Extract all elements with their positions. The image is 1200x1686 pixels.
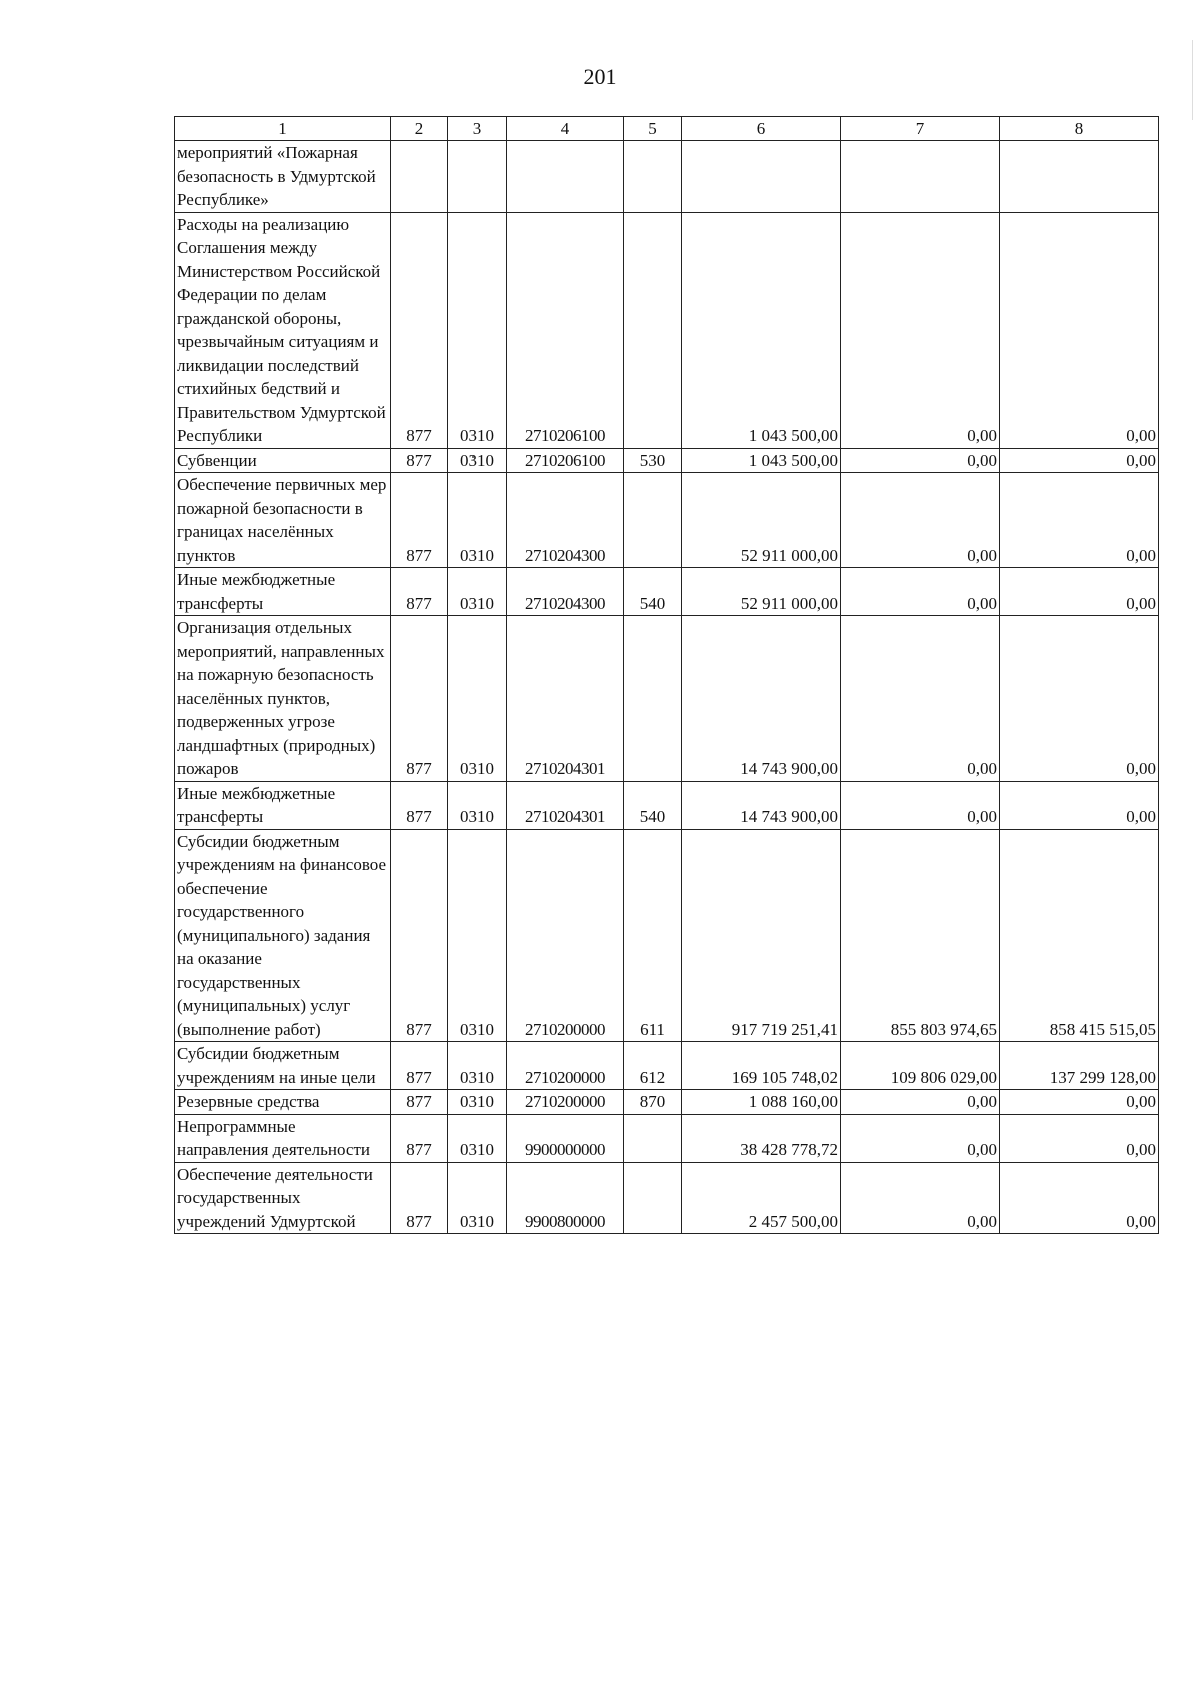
- cell-amount-col6: 169 105 748,02: [682, 1042, 841, 1090]
- table-row: [175, 473, 1159, 568]
- cell-amount-col8: 0,00: [1000, 1162, 1159, 1234]
- row-name-cell: Иные межбюджетные трансферты: [175, 568, 391, 616]
- cell-amount-col8: 0,00: [1000, 1114, 1159, 1162]
- cell-expense-type: [624, 141, 682, 213]
- row-name-cell: Расходы на реализацию Соглашения между Министерством Российской Федерации по делам гражданской обороны, чрезвычайным ситуациям и ликвидации последствий стихийных бедствий и Правительством Удмуртской Республики: [175, 212, 391, 448]
- cell-target-article: 2710204300: [507, 473, 624, 568]
- cell-amount-col7: 0,00: [841, 448, 1000, 473]
- row-name-cell: Обеспечение деятельности государственных учреждений Удмуртской: [175, 1162, 391, 1234]
- cell-ministry: 877: [391, 781, 448, 829]
- column-header: 4: [507, 117, 624, 141]
- cell-amount-col6: 52 911 000,00: [682, 568, 841, 616]
- cell-amount-col7: 0,00: [841, 212, 1000, 448]
- budget-table: [174, 116, 1159, 1234]
- cell-expense-type: [624, 616, 682, 782]
- cell-amount-col7: 855 803 974,65: [841, 829, 1000, 1042]
- table-row: [175, 141, 1159, 213]
- cell-target-article: 2710200000: [507, 1042, 624, 1090]
- cell-ministry: 877: [391, 1042, 448, 1090]
- row-name-cell: Организация отдельных мероприятий, направленных на пожарную безопасность населённых пунктов, подверженных угрозе ландшафтных (природных) пожаров: [175, 616, 391, 782]
- scan-edge-line: [1192, 40, 1193, 120]
- cell-section: 0310: [448, 1162, 507, 1234]
- cell-expense-type: [624, 212, 682, 448]
- table-row: [175, 829, 1159, 1042]
- cell-amount-col7: 0,00: [841, 1162, 1000, 1234]
- column-header: 5: [624, 117, 682, 141]
- row-name-cell: мероприятий «Пожарная безопасность в Удмуртской Республике»: [175, 141, 391, 213]
- cell-ministry: 877: [391, 616, 448, 782]
- cell-amount-col6: 2 457 500,00: [682, 1162, 841, 1234]
- column-header: 2: [391, 117, 448, 141]
- cell-ministry: 877: [391, 1162, 448, 1234]
- cell-target-article: 2710206100: [507, 212, 624, 448]
- cell-ministry: 877: [391, 473, 448, 568]
- row-name-cell: Непрограммные направления деятельности: [175, 1114, 391, 1162]
- cell-expense-type: 540: [624, 781, 682, 829]
- row-name-cell: Иные межбюджетные трансферты: [175, 781, 391, 829]
- cell-expense-type: 530: [624, 448, 682, 473]
- cell-amount-col8: 0,00: [1000, 1090, 1159, 1115]
- cell-amount-col6: 52 911 000,00: [682, 473, 841, 568]
- cell-ministry: 877: [391, 1090, 448, 1115]
- cell-target-article: 2710200000: [507, 829, 624, 1042]
- cell-amount-col7: 109 806 029,00: [841, 1042, 1000, 1090]
- table-row: [175, 212, 1159, 448]
- cell-amount-col6: 38 428 778,72: [682, 1114, 841, 1162]
- cell-target-article: 2710204301: [507, 781, 624, 829]
- cell-target-article: 2710200000: [507, 1090, 624, 1115]
- cell-amount-col8: 0,00: [1000, 781, 1159, 829]
- page-number: 201: [583, 64, 617, 89]
- cell-section: 0310: [448, 1090, 507, 1115]
- cell-section: 0310: [448, 1114, 507, 1162]
- cell-section: 0310: [448, 616, 507, 782]
- cell-amount-col8: 137 299 128,00: [1000, 1042, 1159, 1090]
- table-row: [175, 1090, 1159, 1115]
- table-row: [175, 616, 1159, 782]
- cell-amount-col8: 0,00: [1000, 568, 1159, 616]
- cell-amount-col7: 0,00: [841, 568, 1000, 616]
- column-header: 7: [841, 117, 1000, 141]
- cell-expense-type: 540: [624, 568, 682, 616]
- column-header: 8: [1000, 117, 1159, 141]
- cell-amount-col8: 0,00: [1000, 448, 1159, 473]
- cell-amount-col8: 0,00: [1000, 616, 1159, 782]
- cell-ministry: [391, 141, 448, 213]
- row-name-cell: Субсидии бюджетным учреждениям на иные цели: [175, 1042, 391, 1090]
- cell-expense-type: [624, 473, 682, 568]
- cell-target-article: [507, 141, 624, 213]
- cell-target-article: 9900000000: [507, 1114, 624, 1162]
- row-name-cell: Резервные средства: [175, 1090, 391, 1115]
- cell-ministry: 877: [391, 1114, 448, 1162]
- cell-section: 0310: [448, 568, 507, 616]
- cell-target-article: 9900800000: [507, 1162, 624, 1234]
- row-name-cell: Обеспечение первичных мер пожарной безопасности в границах населённых пунктов: [175, 473, 391, 568]
- column-number-row: [175, 117, 1159, 141]
- column-header: 1: [175, 117, 391, 141]
- cell-amount-col6: 14 743 900,00: [682, 616, 841, 782]
- cell-expense-type: [624, 1114, 682, 1162]
- cell-amount-col8: [1000, 141, 1159, 213]
- cell-amount-col6: 1 043 500,00: [682, 448, 841, 473]
- cell-expense-type: 611: [624, 829, 682, 1042]
- cell-amount-col7: 0,00: [841, 1090, 1000, 1115]
- cell-expense-type: 612: [624, 1042, 682, 1090]
- cell-ministry: 877: [391, 829, 448, 1042]
- cell-amount-col7: 0,00: [841, 473, 1000, 568]
- cell-section: 0310: [448, 448, 507, 473]
- table-row: [175, 568, 1159, 616]
- cell-section: [448, 141, 507, 213]
- column-header: 6: [682, 117, 841, 141]
- cell-amount-col6: 1 043 500,00: [682, 212, 841, 448]
- cell-ministry: 877: [391, 212, 448, 448]
- row-name-cell: Субвенции: [175, 448, 391, 473]
- cell-amount-col8: 0,00: [1000, 473, 1159, 568]
- column-header: 3: [448, 117, 507, 141]
- table-row: [175, 1042, 1159, 1090]
- cell-section: 0310: [448, 212, 507, 448]
- cell-section: 0310: [448, 781, 507, 829]
- cell-target-article: 2710204300: [507, 568, 624, 616]
- cell-amount-col7: 0,00: [841, 1114, 1000, 1162]
- cell-section: 0310: [448, 473, 507, 568]
- cell-target-article: 2710206100: [507, 448, 624, 473]
- cell-section: 0310: [448, 1042, 507, 1090]
- table-row: [175, 448, 1159, 473]
- cell-amount-col7: 0,00: [841, 616, 1000, 782]
- cell-amount-col6: 14 743 900,00: [682, 781, 841, 829]
- cell-expense-type: [624, 1162, 682, 1234]
- cell-amount-col7: [841, 141, 1000, 213]
- cell-amount-col6: 917 719 251,41: [682, 829, 841, 1042]
- cell-target-article: 2710204301: [507, 616, 624, 782]
- cell-amount-col6: 1 088 160,00: [682, 1090, 841, 1115]
- table-row: [175, 1114, 1159, 1162]
- cell-expense-type: 870: [624, 1090, 682, 1115]
- cell-amount-col8: 858 415 515,05: [1000, 829, 1159, 1042]
- cell-section: 0310: [448, 829, 507, 1042]
- table-row: [175, 781, 1159, 829]
- table-row: [175, 1162, 1159, 1234]
- cell-amount-col8: 0,00: [1000, 212, 1159, 448]
- cell-ministry: 877: [391, 568, 448, 616]
- cell-amount-col6: [682, 141, 841, 213]
- row-name-cell: Субсидии бюджетным учреждениям на финансовое обеспечение государственного (муниципального) задания на оказание государственных (муниципальных) услуг (выполнение работ): [175, 829, 391, 1042]
- cell-ministry: 877: [391, 448, 448, 473]
- cell-amount-col7: 0,00: [841, 781, 1000, 829]
